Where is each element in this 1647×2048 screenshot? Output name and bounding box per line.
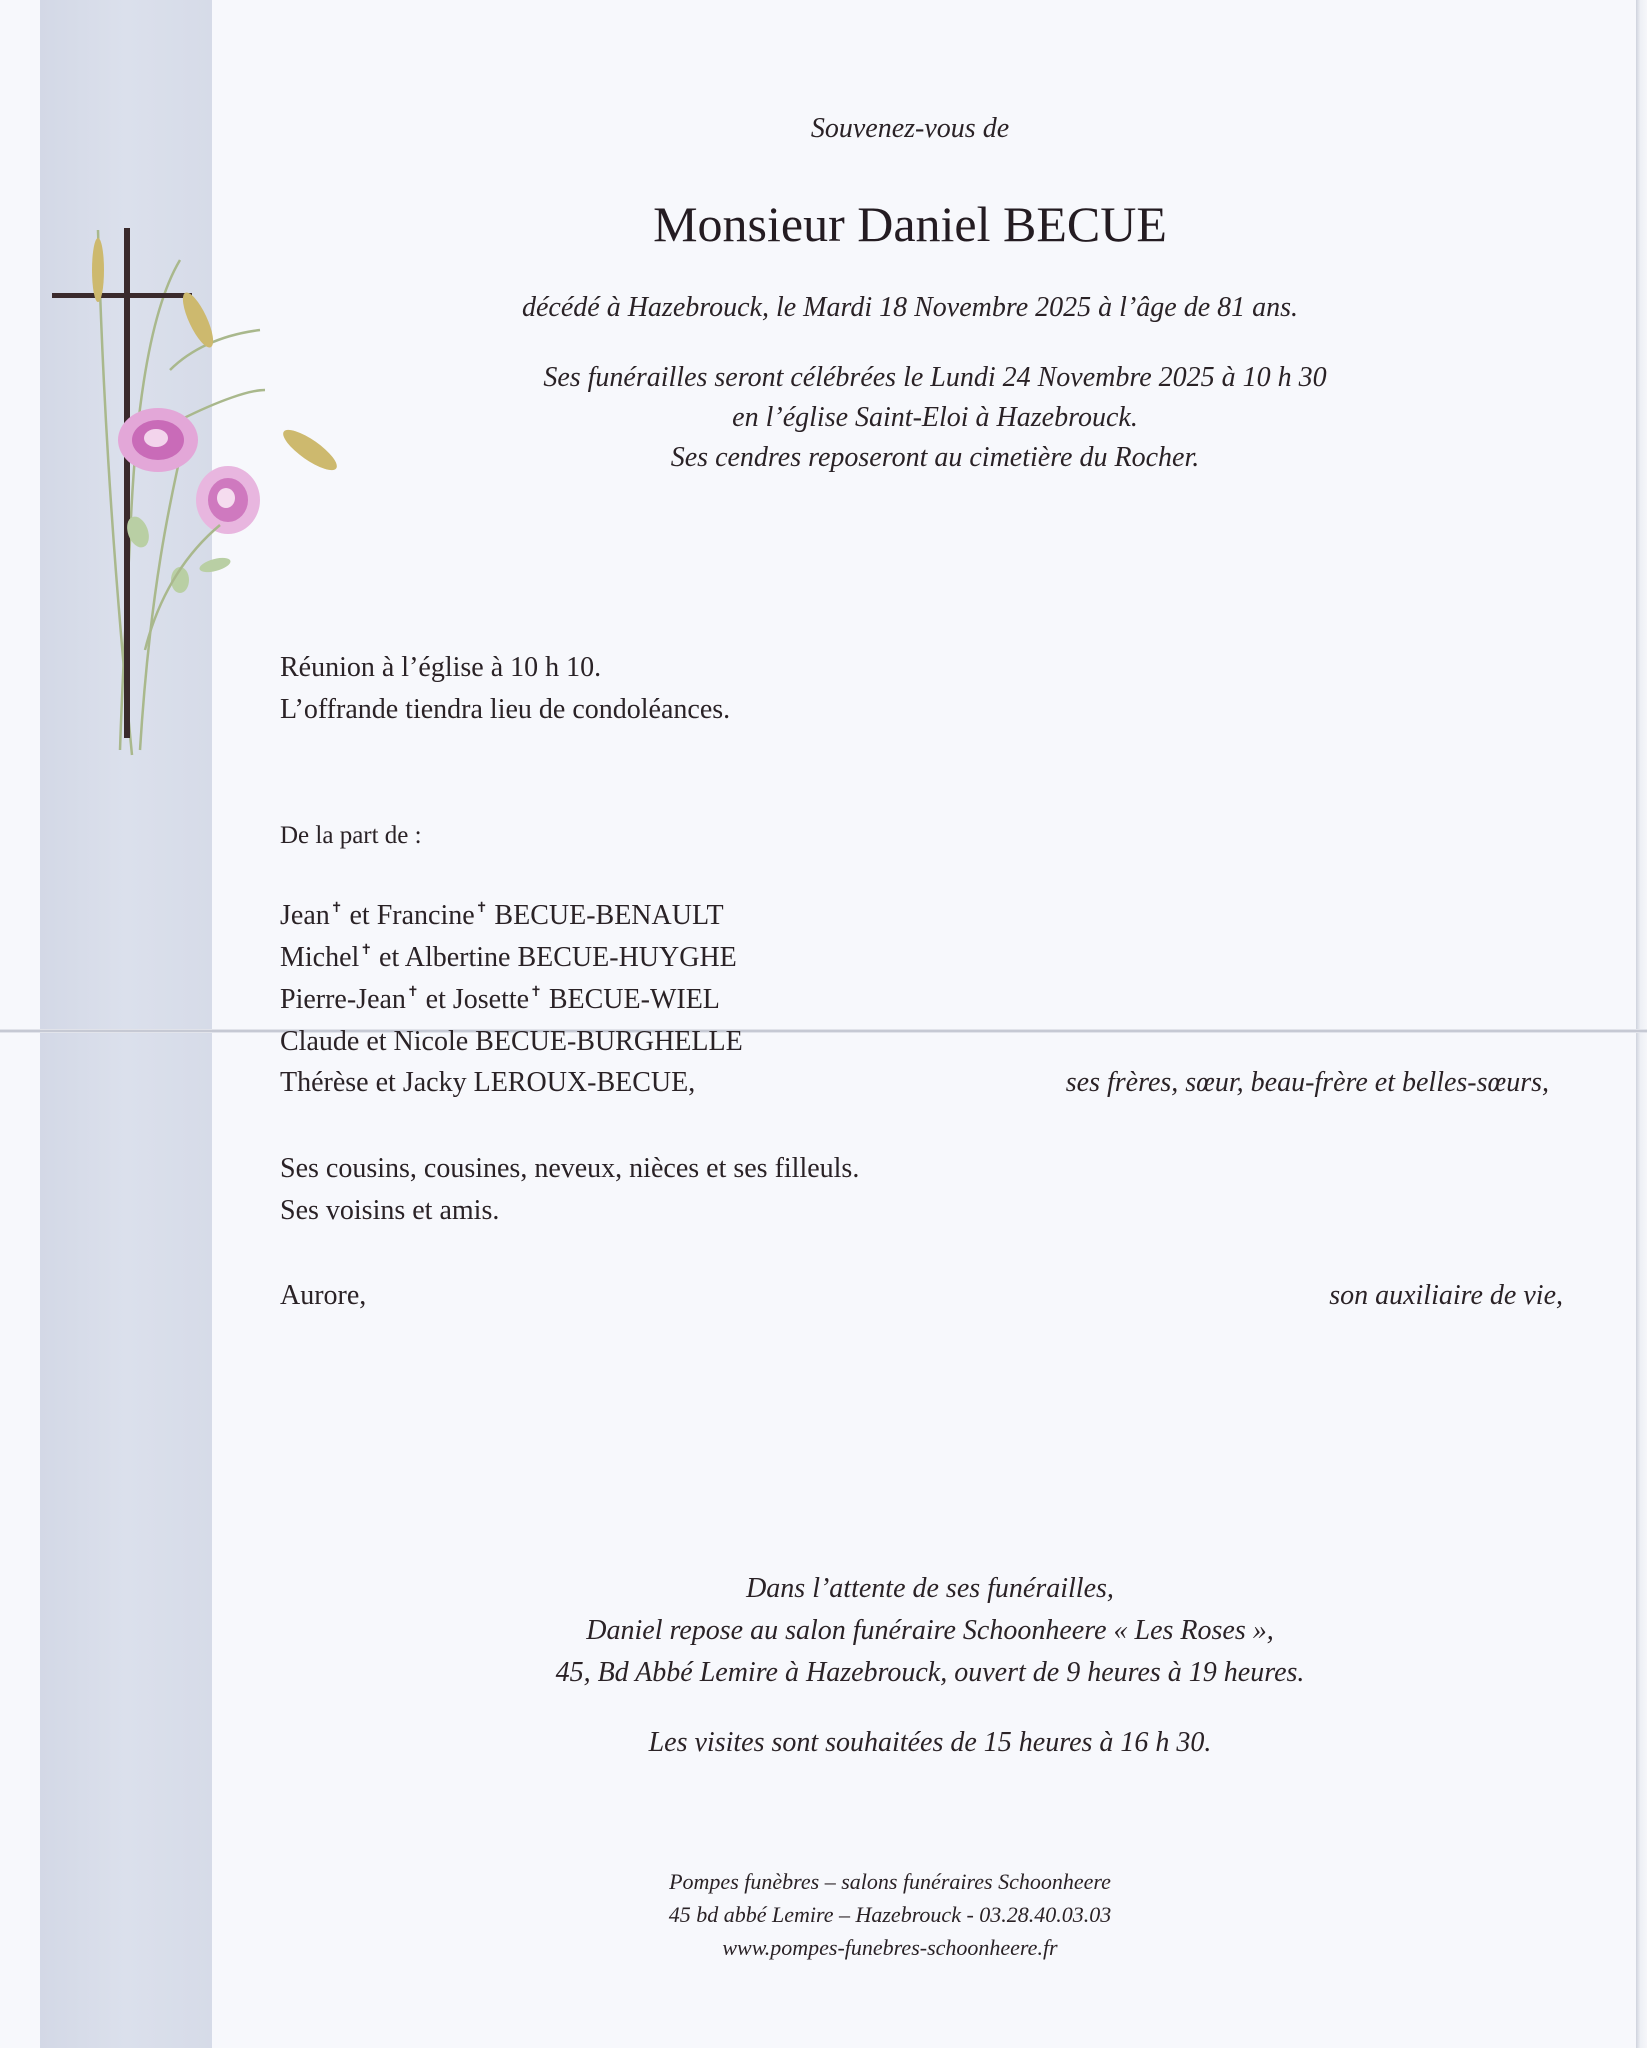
siblings-relation: ses frères, sœur, beau-frère et belles-sœurs,: [1065, 1067, 1549, 1098]
cross-icon: [52, 228, 192, 738]
reunion-note: Réunion à l’église à 10 h 10.: [280, 652, 602, 683]
connector: et: [342, 900, 377, 931]
deceased-cross-icon: ✝: [475, 901, 488, 916]
sibling-first-name: Pierre-Jean: [280, 984, 406, 1015]
family-surname: BECUE-HUYGHE: [510, 942, 737, 973]
spouse-first-name: Francine: [376, 900, 475, 931]
family-intro: De la part de :: [280, 822, 422, 849]
footer-address: 45 bd abbé Lemire – Hazebrouck - 03.28.40.03.03: [668, 1902, 1112, 1927]
deceased-name: Monsieur Daniel BECUE: [653, 196, 1167, 252]
deceased-cross-icon: ✝: [530, 985, 542, 1000]
connector: et: [368, 1067, 403, 1098]
neighbours-line: Ses voisins et amis.: [280, 1195, 500, 1226]
deceased-cross-icon: ✝: [330, 901, 343, 916]
cousins-line: Ses cousins, cousines, neveux, nièces et ses filleuls.: [280, 1153, 860, 1184]
funeral-line-2: en l’église Saint-Eloi à Hazebrouck.: [732, 402, 1138, 433]
page-edge: [1636, 0, 1647, 2048]
sibling-first-name: Claude: [280, 1026, 360, 1057]
spouse-first-name: Jacky: [402, 1067, 467, 1098]
sibling-first-name: Michel: [280, 942, 360, 973]
sibling-line: [280, 1067, 695, 1099]
family-surname: BECUE-BURGHELLE: [468, 1026, 743, 1057]
connector: et: [372, 942, 405, 973]
deceased-cross-icon: ✝: [360, 943, 373, 958]
viewing-line-2: Daniel repose au salon funéraire Schoonheere « Les Roses »,: [586, 1615, 1274, 1646]
connector: et: [359, 1026, 394, 1057]
viewing-line-1: Dans l’attente de ses funérailles,: [746, 1573, 1114, 1604]
cross-roses-illustration: [40, 210, 360, 770]
death-notice: décédé à Hazebrouck, le Mardi 18 Novembre 2025 à l’âge de 81 ans.: [521, 292, 1299, 323]
funeral-line-3: Ses cendres reposeront au cimetière du Rocher.: [670, 442, 1200, 473]
family-surname: BECUE-BENAULT: [487, 900, 724, 931]
intro-text: Souvenez-vous de: [810, 113, 1010, 144]
sibling-line: [280, 900, 724, 932]
sibling-first-name: Thérèse: [280, 1067, 369, 1098]
funeral-line-1: Ses funérailles seront célébrées le Lundi 24 Novembre 2025 à 10 h 30: [543, 362, 1327, 393]
spouse-first-name: Albertine: [404, 942, 511, 973]
spouse-first-name: Nicole: [393, 1026, 469, 1057]
caregiver-relation: son auxiliaire de vie,: [1329, 1280, 1563, 1311]
family-surname: LEROUX-BECUE,: [466, 1067, 696, 1098]
sibling-first-name: Jean: [280, 900, 330, 931]
connector: et: [418, 984, 453, 1015]
viewing-line-3: 45, Bd Abbé Lemire à Hazebrouck, ouvert de 9 heures à 19 heures.: [555, 1657, 1305, 1688]
sibling-line: [280, 984, 720, 1016]
wheat-stem: [180, 390, 265, 420]
rose-icons: [118, 408, 260, 534]
sibling-line: [280, 1026, 743, 1058]
paper-fold-line: [0, 1029, 1647, 1033]
footer-website[interactable]: www.pompes-funebres-schoonheere.fr: [722, 1935, 1058, 1960]
family-surname: BECUE-WIEL: [541, 984, 720, 1015]
offrande-note: L’offrande tiendra lieu de condoléances.: [280, 694, 731, 725]
visits-line: Les visites sont souhaitées de 15 heures à 16 h 30.: [648, 1727, 1212, 1758]
footer-company: Pompes funèbres – salons funéraires Schoonheere: [669, 1869, 1111, 1894]
spouse-first-name: Josette: [452, 984, 530, 1015]
sibling-line: [280, 942, 737, 974]
caregiver-name: Aurore,: [280, 1280, 367, 1311]
deceased-cross-icon: ✝: [406, 985, 419, 1000]
